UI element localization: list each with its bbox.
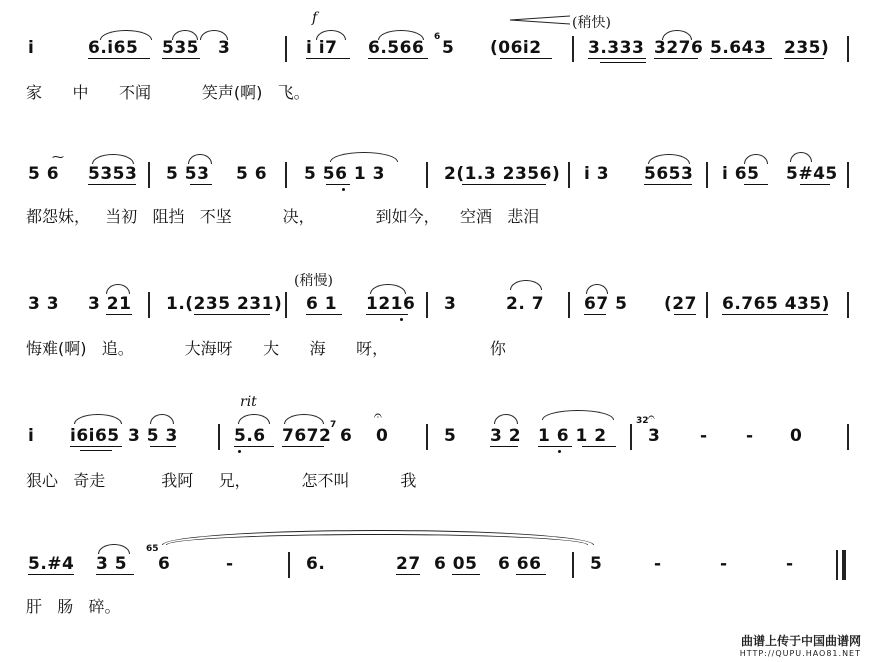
note-group: 6 xyxy=(158,554,171,574)
slur xyxy=(238,414,270,424)
dynamic-mark: f xyxy=(312,10,318,26)
slur xyxy=(98,544,130,554)
barline xyxy=(426,424,428,450)
note-group: 5#45 xyxy=(786,164,838,184)
barline xyxy=(630,424,632,450)
barline xyxy=(285,292,287,318)
beam xyxy=(234,446,274,447)
beam xyxy=(326,184,350,185)
barline xyxy=(148,162,150,188)
barline xyxy=(568,292,570,318)
slur xyxy=(744,154,768,164)
barline xyxy=(285,36,287,62)
beam xyxy=(366,314,408,315)
note-group: 6. xyxy=(306,554,326,574)
lyric-line: 都怨妹， 当初 阻挡 不坚 决， 到如今， 空酒 悲泪 xyxy=(26,207,540,226)
note-group: 0 xyxy=(790,426,803,446)
slur xyxy=(510,280,542,290)
beam xyxy=(80,450,112,451)
note-group: 2. 7 xyxy=(506,294,545,314)
beam xyxy=(722,314,828,315)
fermata-mark: 𝄐 xyxy=(648,410,655,424)
beam xyxy=(582,446,616,447)
note-group: 2(1.3 2356) xyxy=(444,164,561,184)
lyric-line: 悔难(啊) 追。 大海呀 大 海 呀， 你 xyxy=(26,339,506,358)
note-group: 3.333 xyxy=(588,38,645,58)
note-group: 3 5 3 xyxy=(128,426,178,446)
low-octave-dot xyxy=(342,188,345,191)
slur xyxy=(662,30,692,40)
crescendo-hairpin xyxy=(510,14,570,26)
beam xyxy=(600,62,646,63)
beam xyxy=(784,58,824,59)
score-system-1 xyxy=(0,0,869,110)
note-group: 3 21 xyxy=(88,294,132,314)
note-group: 535 xyxy=(162,38,199,58)
note-group: 6 xyxy=(340,426,353,446)
beam xyxy=(396,574,420,575)
dash: - xyxy=(654,554,662,574)
grace-note: 32 xyxy=(636,416,649,426)
slur xyxy=(172,30,198,40)
slur xyxy=(790,152,812,162)
note-group: i 65 xyxy=(722,164,760,184)
slur xyxy=(494,414,518,424)
slur xyxy=(106,284,130,294)
slur xyxy=(370,284,406,294)
note-group: 5.643 xyxy=(710,38,767,58)
note-group: 3 xyxy=(218,38,231,58)
note-group: i xyxy=(28,38,35,58)
note-group: i 3 xyxy=(584,164,610,184)
beam xyxy=(490,446,518,447)
note-group: 6 1 xyxy=(306,294,338,314)
note-group: 5.#4 xyxy=(28,554,75,574)
beam xyxy=(368,58,428,59)
barline xyxy=(572,36,574,62)
note-group: 0 xyxy=(376,426,389,446)
barline xyxy=(847,424,849,450)
beam xyxy=(584,314,606,315)
score-system-2 xyxy=(0,122,869,232)
slur xyxy=(284,414,324,424)
score-system-3 xyxy=(0,258,869,368)
beam xyxy=(744,184,768,185)
barline xyxy=(572,552,574,578)
mordent-mark: ⁓ xyxy=(52,150,64,164)
barline xyxy=(426,162,428,188)
note-group: 5353 xyxy=(88,164,138,184)
slur xyxy=(74,414,122,424)
beam xyxy=(516,574,546,575)
final-barline-thin xyxy=(836,550,838,580)
dash: - xyxy=(786,554,794,574)
barline xyxy=(706,162,708,188)
note-group: 1216 xyxy=(366,294,416,314)
note-group: 6.765 435) xyxy=(722,294,830,314)
note-group: 3 2 xyxy=(490,426,522,446)
lyric-line: 肝 肠 碎。 xyxy=(26,597,121,616)
grace-note: 7 xyxy=(330,420,337,430)
note-group: 1 6 1 2 xyxy=(538,426,607,446)
dash: - xyxy=(746,426,754,446)
beam xyxy=(96,574,134,575)
note-group: 6 05 xyxy=(434,554,478,574)
barline xyxy=(288,552,290,578)
note-group: 1.(235 231) xyxy=(166,294,283,314)
beam xyxy=(710,58,772,59)
beam xyxy=(28,574,74,575)
beam xyxy=(800,184,830,185)
score-system-5 xyxy=(0,524,869,634)
watermark-line-1: 曲谱上传于中国曲谱网 xyxy=(740,634,861,648)
score-system-4 xyxy=(0,390,869,500)
dash: - xyxy=(720,554,728,574)
dash: - xyxy=(700,426,708,446)
beam xyxy=(162,58,200,59)
slur xyxy=(150,414,174,424)
note-group: 5653 xyxy=(644,164,694,184)
beam xyxy=(88,58,150,59)
note-group: 235) xyxy=(784,38,830,58)
barline xyxy=(847,292,849,318)
barline xyxy=(706,292,708,318)
slur xyxy=(648,154,690,164)
beam xyxy=(106,314,132,315)
beam xyxy=(70,446,122,447)
beam xyxy=(282,446,324,447)
note-group: 5 56 1 3 xyxy=(304,164,385,184)
note-group: 3 xyxy=(648,426,661,446)
barline xyxy=(218,424,220,450)
barline xyxy=(847,162,849,188)
beam xyxy=(88,184,136,185)
beam xyxy=(452,574,480,575)
low-octave-dot xyxy=(238,450,241,453)
beam xyxy=(654,58,698,59)
slur xyxy=(330,152,398,162)
barline xyxy=(148,292,150,318)
watermark-line-2: HTTP://QUPU.HAO81.NET xyxy=(739,649,861,658)
fermata-mark: 𝄐 xyxy=(374,408,382,424)
tempo-mark: (稍快) xyxy=(572,15,611,31)
beam xyxy=(194,314,270,315)
note-group: 6.566 xyxy=(368,38,425,58)
slur xyxy=(92,154,134,164)
barline xyxy=(568,162,570,188)
barline xyxy=(285,162,287,188)
note-group: 6 66 xyxy=(498,554,542,574)
tempo-mark: rit xyxy=(240,394,257,410)
low-octave-dot xyxy=(558,450,561,453)
slur xyxy=(100,30,152,40)
beam xyxy=(150,446,176,447)
note-group: i i7 xyxy=(306,38,338,58)
note-group: (27 xyxy=(664,294,697,314)
low-octave-dot xyxy=(400,318,403,321)
note-group: 5 xyxy=(442,38,455,58)
note-group: (06i2 xyxy=(490,38,542,58)
beam xyxy=(462,184,546,185)
note-group: 7672 xyxy=(282,426,332,446)
barline xyxy=(426,292,428,318)
note-group: 67 5 xyxy=(584,294,628,314)
beam xyxy=(500,58,552,59)
note-group: 3276 xyxy=(654,38,704,58)
final-barline-thick xyxy=(842,550,846,580)
note-group: i6i65 xyxy=(70,426,120,446)
note-group: 5 xyxy=(444,426,457,446)
watermark xyxy=(740,632,861,658)
note-group: 5.6 xyxy=(234,426,266,446)
slur xyxy=(316,30,346,40)
note-group: 5 6 xyxy=(236,164,268,184)
note-group: 3 5 xyxy=(96,554,128,574)
grace-note: 6 xyxy=(434,32,441,42)
note-group: 5 53 xyxy=(166,164,210,184)
note-group: i xyxy=(28,426,35,446)
note-group: 27 xyxy=(396,554,421,574)
grace-note: 65 xyxy=(146,544,159,554)
beam xyxy=(190,184,212,185)
beam xyxy=(674,314,696,315)
note-group: 5 6 xyxy=(28,164,60,184)
lyric-line: 家 中 不闻 笑声(啊) 飞。 xyxy=(26,83,310,102)
slur xyxy=(378,30,424,40)
beam xyxy=(306,58,350,59)
barline xyxy=(847,36,849,62)
slur xyxy=(200,30,228,40)
note-group: 3 xyxy=(444,294,457,314)
beam xyxy=(306,314,342,315)
slur xyxy=(542,410,614,420)
slur xyxy=(188,154,212,164)
beam xyxy=(538,446,572,447)
tempo-mark: (稍慢) xyxy=(294,273,333,289)
note-group: 6.i65 xyxy=(88,38,139,58)
beam xyxy=(588,58,646,59)
dash: - xyxy=(226,554,234,574)
slur xyxy=(586,284,608,294)
lyric-line: 狠心 奇走 我阿 兄， 怎不叫 我 xyxy=(26,471,417,490)
note-group: 3 3 xyxy=(28,294,60,314)
note-group: 5 xyxy=(590,554,603,574)
beam xyxy=(644,184,692,185)
